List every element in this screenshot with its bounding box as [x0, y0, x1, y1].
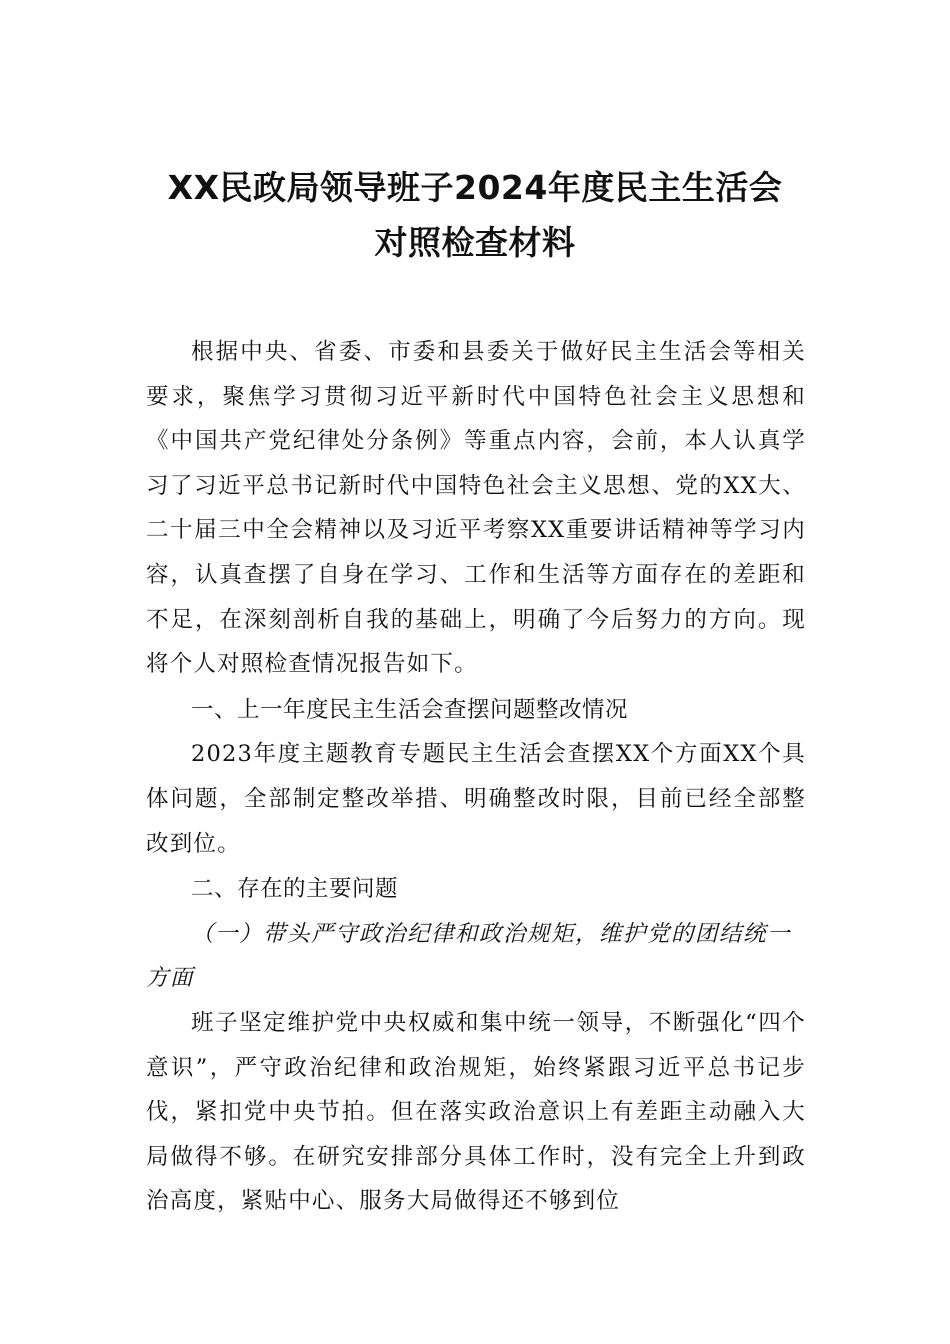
- section-1-paragraph: 2023年度主题教育专题民主生活会查摆XX个方面XX个具体问题，全部制定整改举措、明确整改时限，目前已经全部整改到位。: [146, 741, 806, 857]
- section-1-heading: 一、上一年度民主生活会查摆问题整改情况: [191, 696, 629, 723]
- title-line-1: XX民政局领导班子2024年度民主生活会: [167, 168, 783, 207]
- title-line-2: 对照检查材料: [374, 223, 576, 262]
- document-body: [146, 330, 806, 1224]
- subsection-1-paragraph: 班子坚定维护党中央权威和集中统一领导，不断强化“四个意识”，严守政治纪律和政治规矩，始终紧跟习近平总书记步伐，紧扣党中央节拍。但在落实政治意识上有差距主动融入大局做得不够。在研究安排部分具体工作时，没有完全上升到政治高度，紧贴中心、服务大局做得还不够到位: [146, 1009, 806, 1215]
- subsection-1-heading: （一）带头严守政治纪律和政治规矩，维护党的团结统一方面: [146, 920, 792, 992]
- intro-paragraph: 根据中央、省委、市委和县委关于做好民主生活会等相关要求，聚焦学习贯彻习近平新时代中国特色社会主义思想和《中国共产党纪律处分条例》等重点内容，会前，本人认真学习了习近平总书记新时代中国特色社会主义思想、党的XX大、二十届三中全会精神以及习近平考察XX重要讲话精神等学习内容，认真查摆了自身在学习、工作和生活等方面存在的差距和不足，在深刻剖析自我的基础上，明确了今后努力的方向。现将个人对照检查情况报告如下。: [146, 339, 806, 678]
- document-title: [0, 160, 950, 270]
- section-2-heading: 二、存在的主要问题: [191, 876, 399, 903]
